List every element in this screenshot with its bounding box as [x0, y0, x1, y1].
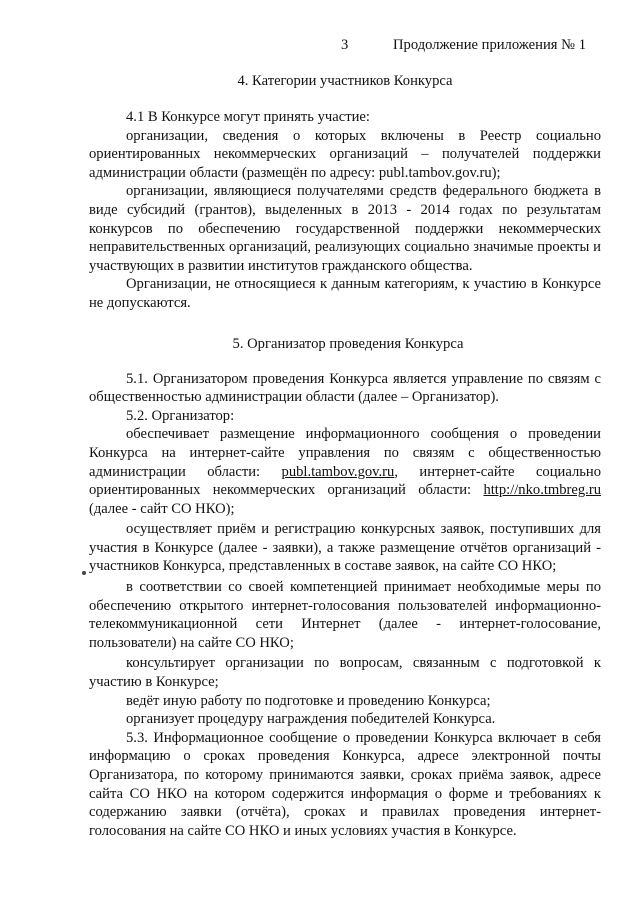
section-4-paragraph-4: Организации, не относящиеся к данным категориям, к участию в Конкурсе не допускаются.: [89, 276, 601, 311]
appendix-continuation-label: Продолжение приложения № 1: [393, 37, 586, 53]
page-header: [0, 36, 640, 56]
page-number: 3: [341, 37, 349, 53]
section-4-paragraph-3: организации, являющиеся получателями средств федерального бюджета в виде субсидий (грантов), выделенных в 2013 - 2014 годах по результатам конкурсов по обеспечению государственной поддержки некоммерческих неправительственных организаций, реализующих социально значимые проекты и участвующих в развитии институтов гражданского общества.: [89, 183, 601, 274]
paragraph-text: (далее - сайт СО НКО);: [89, 500, 235, 517]
section-5-paragraph-1: 5.1. Организатором проведения Конкурса является управление по связям с общественностью администрации области (далее – Организатор).: [89, 370, 601, 406]
section-5-paragraph-2: 5.2. Организатор:: [126, 407, 235, 424]
section-5-paragraph-7: ведёт иную работу по подготовке и проведению Конкурса;: [126, 692, 491, 709]
section-4-title: 4. Категории участников Конкурса: [237, 73, 453, 89]
section-5-paragraph-8: организует процедуру награждения победителей Конкурса.: [126, 711, 496, 728]
section-4-paragraph-2: организации, сведения о которых включены в Реестр социально ориентированных некоммерческих организаций – получателей поддержки администрации области (размещён по адресу: publ.tambov.gov.ru);: [89, 127, 601, 181]
paragraph-text: обеспечивает размещение информационного сообщения о проведении Конкурса на интернет-сайте управления по связям с общественностью администрации области:: [89, 426, 601, 480]
scan-speck: [82, 571, 86, 575]
nko-tmbreg-link[interactable]: http://nko.tmbreg.ru: [483, 482, 601, 499]
section-5-paragraph-3: [89, 425, 601, 518]
section-5-paragraph-6: консультирует организации по вопросам, связанным с подготовкой к участию в Конкурсе;: [89, 655, 601, 691]
document-body: [89, 72, 601, 840]
section-5-paragraph-5: в соответствии со своей компетенцией принимает необходимые меры по обеспечению открытого интернет-голосования пользователей информационно-телекоммуникационной сети Интернет (далее - интернет-голосование, пользователи) на сайте СО НКО;: [89, 579, 601, 651]
section-5-paragraph-4: осуществляет приём и регистрацию конкурсных заявок, поступивших для участия в Конкурсе (далее - заявки), а также размещение отчётов организаций - участников Конкурса, представленных в составе заявок, на сайте СО НКО;: [89, 521, 601, 575]
publ-tambov-link[interactable]: publ.tambov.gov.ru: [281, 463, 395, 480]
section-5-title: 5. Организатор проведения Конкурса: [232, 335, 464, 352]
section-4-paragraph-1: 4.1 В Конкурсе могут принять участие:: [126, 109, 370, 125]
section-5-paragraph-9: 5.3. Информационное сообщение о проведении Конкурса включает в себя информацию о сроках проведения Конкурса, адресе электронной почты Организатора, по которому принимаются заявки, сроках приёма заявок, адресе сайта СО НКО на котором содержится информация о форме и требованиях к содержанию заявки (отчёта), сроках и правилах проведения интернет-голосования на сайте СО НКО и иных условиях участия в Конкурсе.: [89, 729, 601, 839]
paragraph-text: , интернет-сайте социально ориентированных некоммерческих организаций области:: [89, 463, 601, 499]
